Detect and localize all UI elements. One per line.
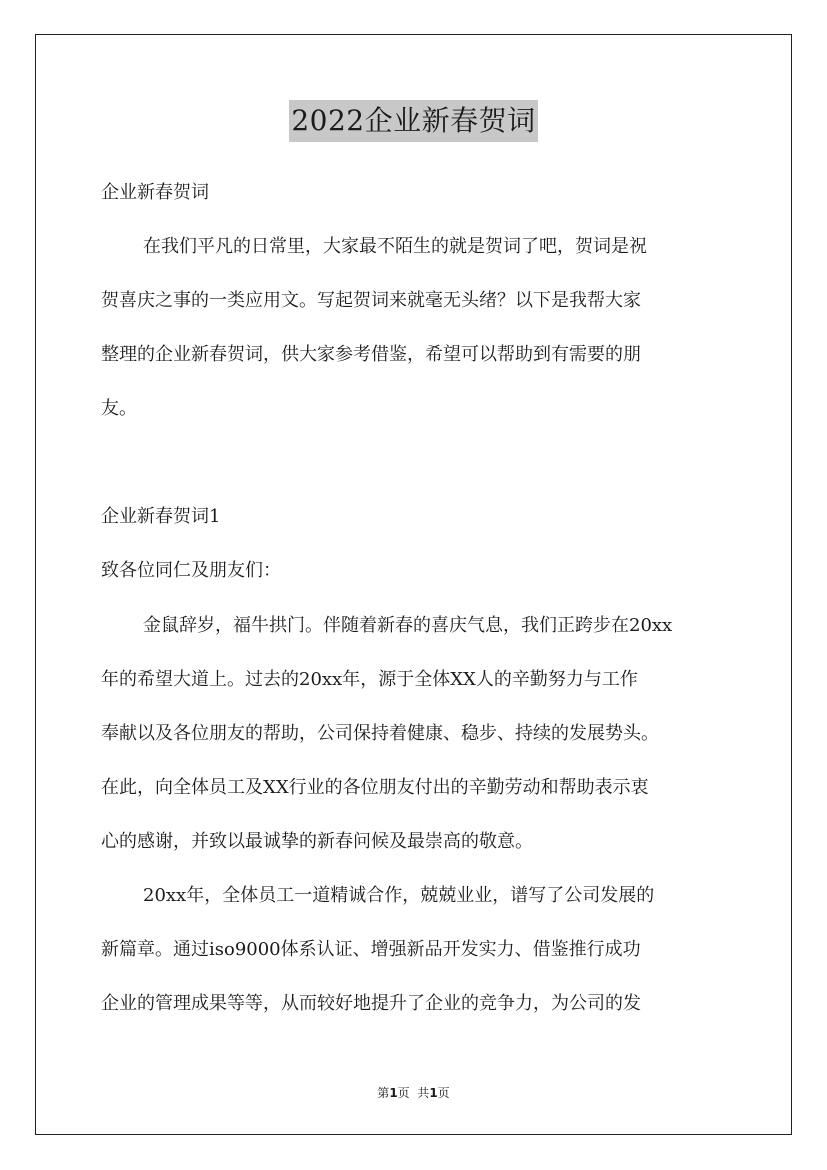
document-title: 2022企业新春贺词 [289, 100, 537, 142]
subtitle: 企业新春贺词 [101, 182, 209, 203]
footer-total-pages: 1 [429, 1086, 438, 1100]
para1-line-5: 心的感谢，并致以最诚挚的新春问候及最崇高的敬意。 [101, 831, 533, 852]
footer-prefix: 第 [377, 1086, 390, 1100]
para1-line-3: 奉献以及各位朋友的帮助，公司保持着健康、稳步、持续的发展势头。 [101, 723, 659, 744]
footer-page-number: 1 [389, 1086, 398, 1100]
para1-line-4: 在此，向全体员工及XX行业的各位朋友付出的辛勤劳动和帮助表示衷 [101, 777, 649, 798]
para1-line-2: 年的希望大道上。过去的20xx年，源于全体XX人的辛勤努力与工作 [101, 669, 638, 690]
page-footer [0, 1084, 827, 1101]
para1-line-1: 金鼠辞岁，福牛拱门。伴随着新春的喜庆气息，我们正跨步在20xx [143, 615, 673, 636]
intro-line-4: 友。 [101, 398, 137, 419]
para2-line-2: 新篇章。通过iso9000体系认证、增强新品开发实力、借鉴推行成功 [101, 939, 641, 960]
para2-line-1: 20xx年，全体员工一道精诚合作，兢兢业业，谱写了公司发展的 [143, 885, 655, 906]
para2-line-3: 企业的管理成果等等，从而较好地提升了企业的竞争力，为公司的发 [101, 993, 641, 1014]
intro-line-1: 在我们平凡的日常里，大家最不陌生的就是贺词了吧，贺词是祝 [143, 236, 647, 257]
footer-mid: 页 共 [397, 1086, 430, 1100]
footer-suffix: 页 [437, 1086, 450, 1100]
section-heading: 企业新春贺词1 [101, 506, 221, 527]
intro-line-3: 整理的企业新春贺词，供大家参考借鉴，希望可以帮助到有需要的朋 [101, 344, 641, 365]
salutation: 致各位同仁及朋友们： [101, 560, 281, 581]
intro-line-2: 贺喜庆之事的一类应用文。写起贺词来就毫无头绪？以下是我帮大家 [101, 290, 641, 311]
title-wrap [0, 100, 827, 142]
